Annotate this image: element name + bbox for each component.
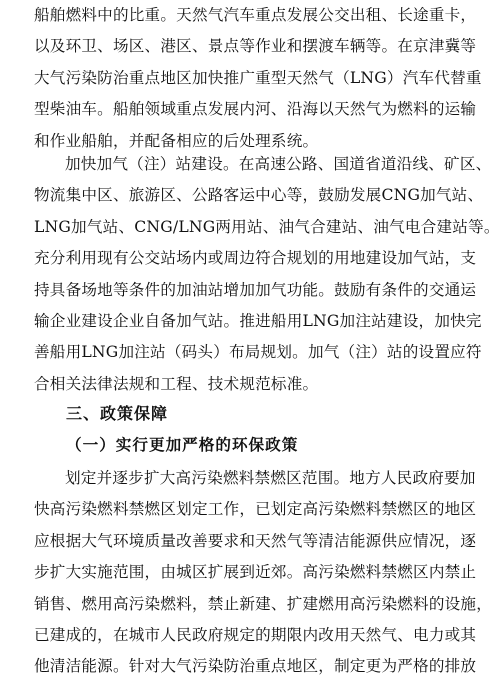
paragraph-3-line: 已建成的，在城市人民政府规定的期限内改用天然气、电力或其: [34, 626, 477, 645]
paragraph-3-line: 销售、燃用高污染燃料，禁止新建、扩建燃用高污染燃料的设施，: [34, 594, 493, 613]
paragraph-2-line: 加快加气（注）站建设。在高速公路、国道省道沿线、矿区、: [65, 155, 492, 173]
paragraph-1-line: 型柴油车。船舶领域重点发展内河、沿海以天然气为燃料的运输: [34, 100, 477, 119]
paragraph-3-line: 应根据大气环境质量改善要求和天然气等清洁能源供应情况，逐: [34, 531, 477, 550]
paragraph-3-line: 步扩大实施范围，由城区扩展到近郊。高污染燃料禁燃区内禁止: [34, 563, 477, 582]
subsection-heading: （一）实行更加严格的环保政策: [66, 436, 299, 454]
paragraph-1-line: 和作业船舶，并配备相应的后处理系统。: [34, 131, 319, 150]
paragraph-2-line: LNG加气站、CNG/LNG两用站、油气合建站、油气电合建站等。: [34, 217, 500, 236]
paragraph-2: [34, 149, 500, 400]
paragraph-1-line: 船舶燃料中的比重。天然气汽车重点发展公交出租、长途重卡，: [34, 6, 477, 24]
paragraph-2-line: 物流集中区、旅游区、公路客运中心等，鼓励发展CNG加气站、: [34, 186, 484, 205]
paragraph-1-line: 大气污染防治重点地区加快推广重型天然气（LNG）汽车代替重: [34, 68, 482, 87]
paragraph-1-line: 以及环卫、场区、港区、景点等作业和摆渡车辆等。在京津冀等: [34, 37, 477, 56]
paragraph-1: [34, 0, 482, 157]
paragraph-2-line: 输企业建设企业自备加气站。推进船用LNG加注站建设，加快完: [34, 312, 482, 331]
paragraph-3-line: 划定并逐步扩大高污染燃料禁燃区范围。地方人民政府要加: [65, 469, 476, 487]
paragraph-2-line: 充分利用现有公交站场内或周边符合规划的用地建设加气站，支: [34, 249, 477, 268]
paragraph-2-line: 持具备场地等条件的加油站增加加气功能。鼓励有条件的交通运: [34, 280, 477, 299]
paragraph-3: [34, 463, 493, 683]
paragraph-3-line: 快高污染燃料禁燃区划定工作，已划定高污染燃料禁燃区的地区: [34, 500, 477, 519]
section-heading: 三、政策保障: [66, 404, 169, 423]
paragraph-3-line: 他清洁能源。针对大气污染防治重点地区，制定更为严格的排放: [34, 657, 477, 676]
paragraph-2-line: 善船用LNG加注站（码头）布局规划。加气（注）站的设置应符: [34, 343, 482, 362]
paragraph-2-line: 合相关法律法规和工程、技术规范标准。: [34, 374, 319, 393]
